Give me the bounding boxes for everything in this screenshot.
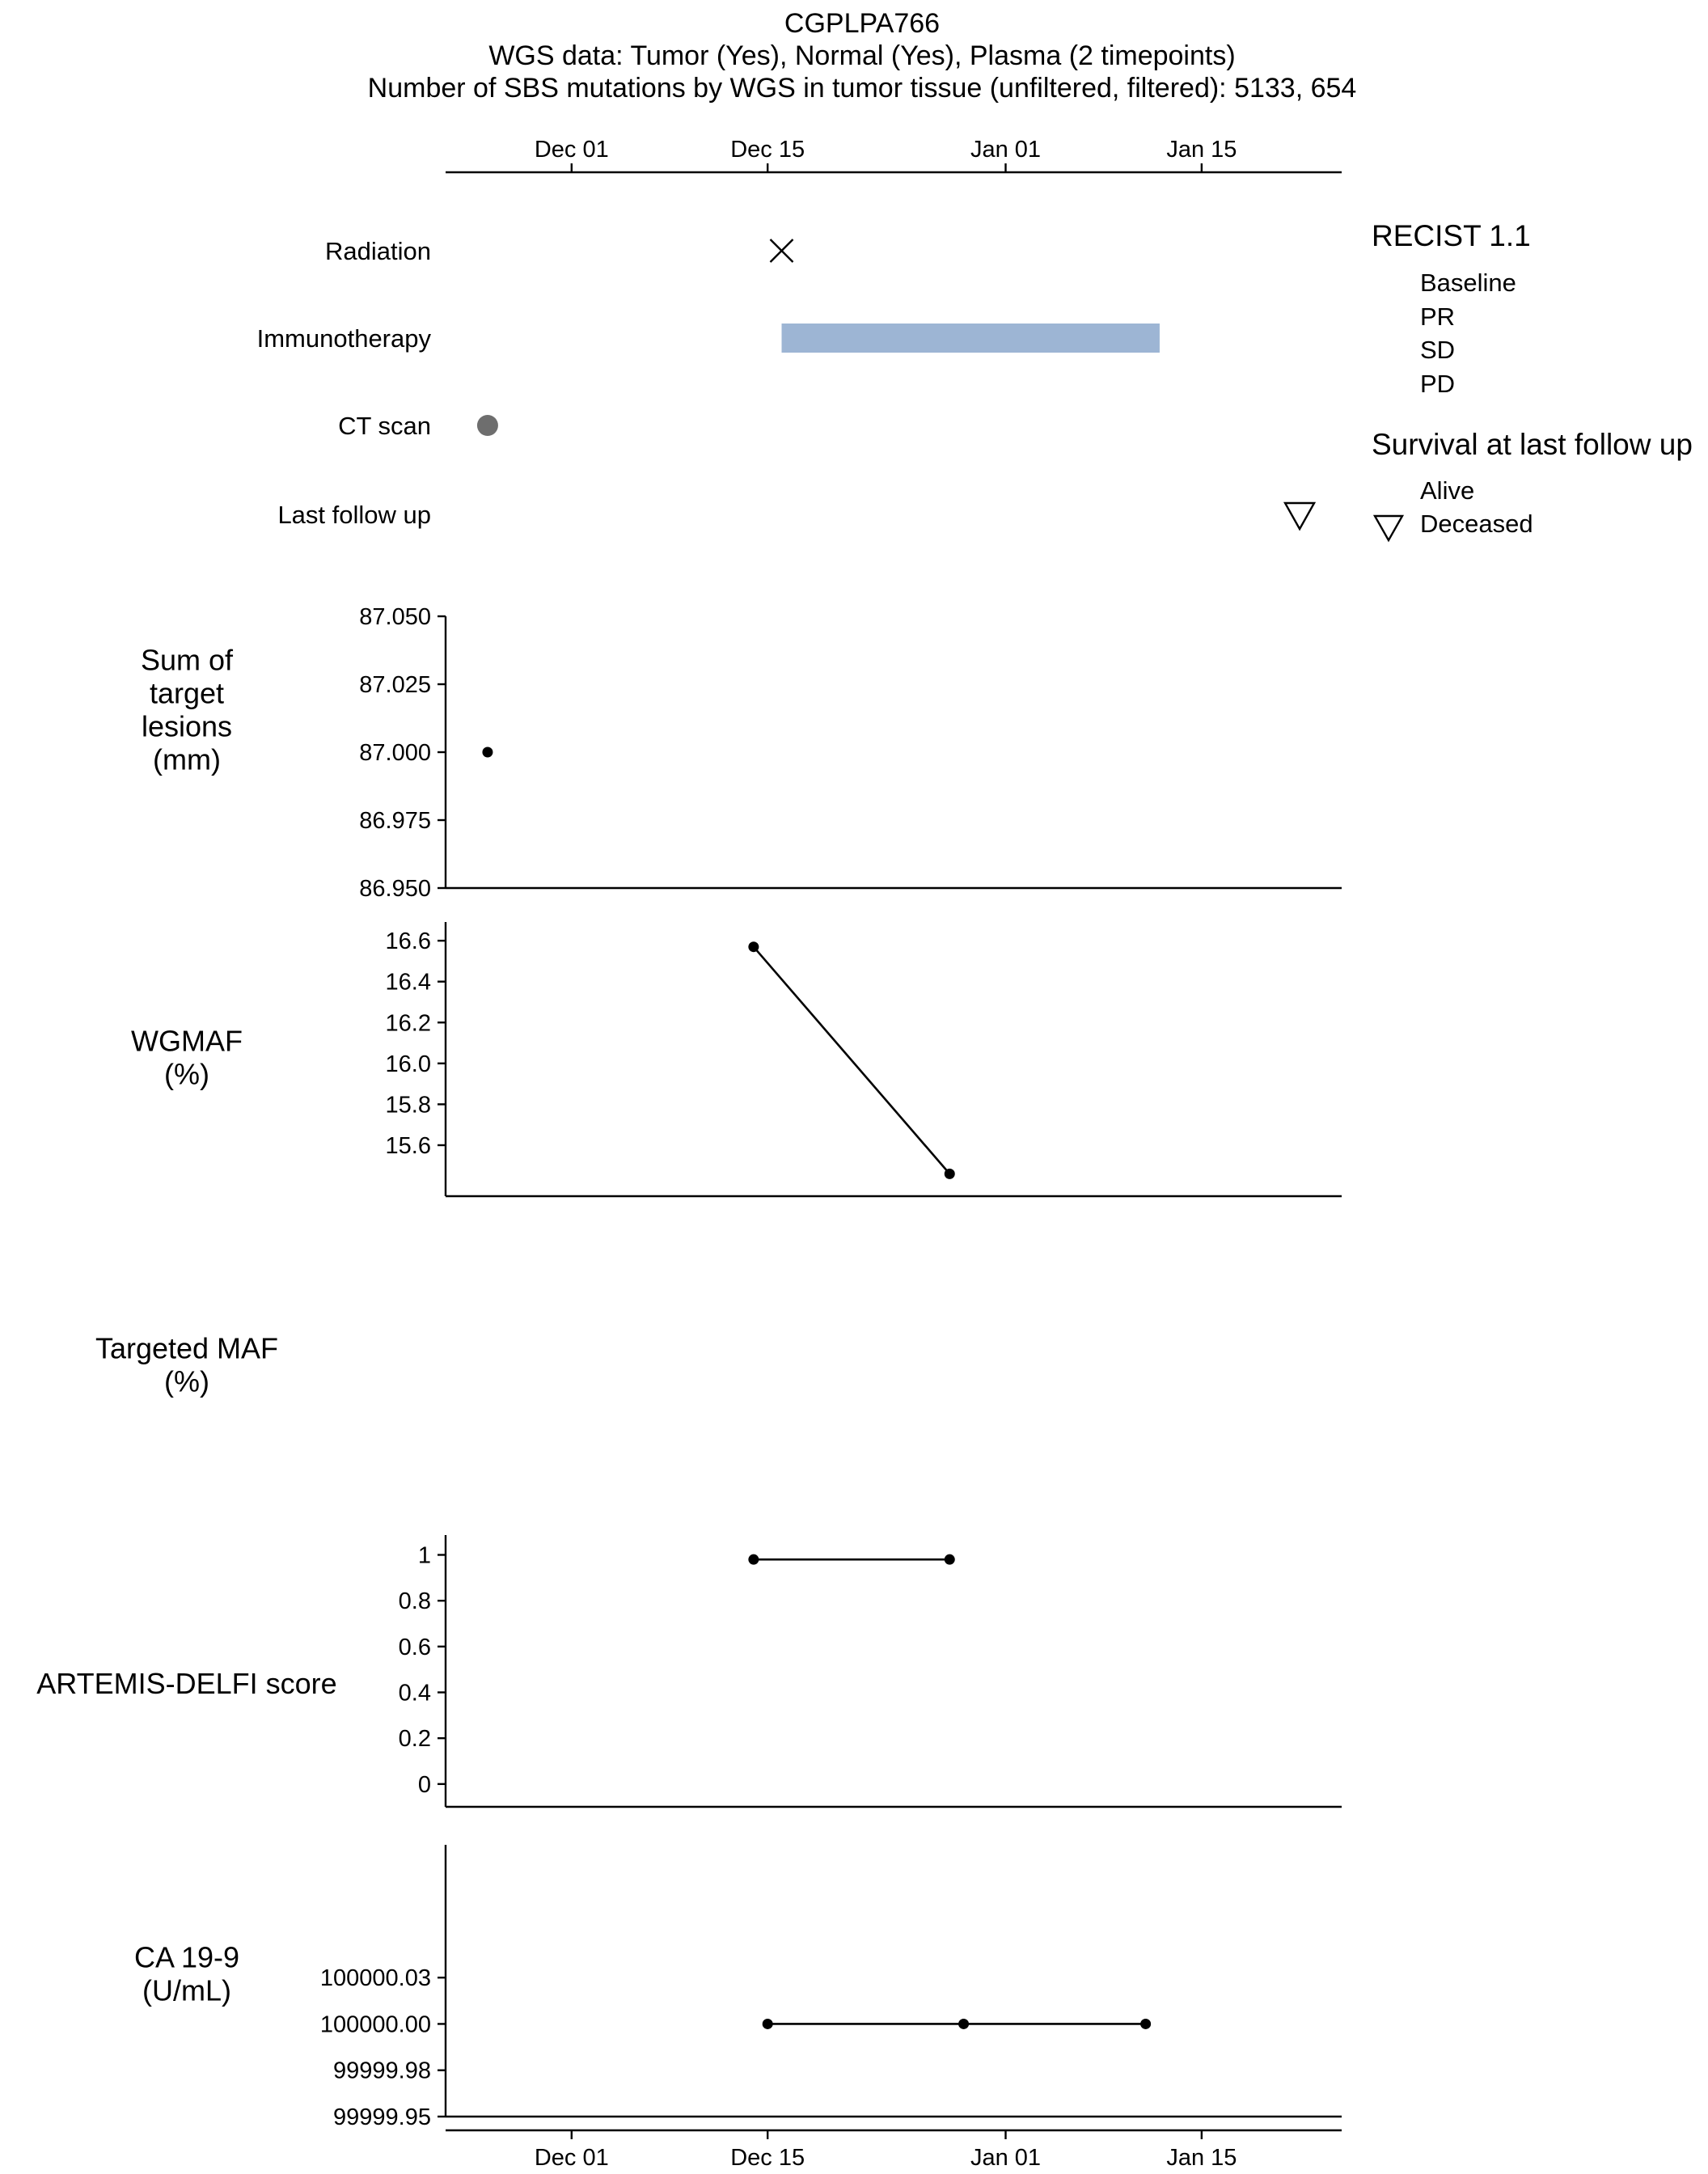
panel-artemis-delfi-ytick-label: 0.4 [398, 1680, 431, 1707]
legend-item-sd: SD [1420, 336, 1456, 364]
top-axis-tick-label: Dec 15 [730, 137, 805, 163]
timeline-row-label-radiation: Radiation [325, 237, 431, 265]
panel-artemis-delfi-ytick-label: 0.8 [398, 1588, 431, 1615]
panel-artemis-delfi-ytick-label: 0 [417, 1771, 431, 1798]
figure-title: CGPLPA766 [784, 8, 941, 39]
legend-recist-title: RECIST 1.1 [1372, 219, 1531, 252]
legend-item-pr: PR [1420, 302, 1456, 331]
panel-wgmaf-data-point [748, 941, 759, 952]
top-axis-tick-label: Jan 01 [970, 137, 1042, 163]
timeline-row-label-immunotherapy: Immunotherapy [256, 324, 431, 353]
ct-scan-marker [477, 415, 498, 436]
panel-ca199-ytick-label: 99999.95 [333, 2104, 431, 2130]
immunotherapy-bar [782, 324, 1160, 353]
panel-sum-lesions-ytick-label: 87.025 [359, 672, 431, 698]
panel-artemis-delfi-data-point [945, 1554, 955, 1565]
panel-sum-lesions-ylabel: (mm) [153, 742, 221, 776]
panel-sum-lesions-data-point [482, 747, 493, 758]
bottom-axis-tick-label: Dec 01 [534, 2145, 609, 2171]
panel-artemis-delfi-ytick-label: 1 [417, 1542, 431, 1569]
top-axis-tick-label: Dec 01 [534, 137, 609, 163]
panel-wgmaf-ytick-label: 16.2 [385, 1010, 431, 1037]
panel-wgmaf-ytick-label: 16.0 [385, 1051, 431, 1077]
panel-sum-lesions-ylabel: lesions [141, 709, 233, 743]
panel-artemis-delfi-ytick-label: 0.6 [398, 1634, 431, 1660]
panel-ca199-ytick-label: 100000.03 [319, 1965, 431, 1992]
panel-ca199-ytick-label: 99999.98 [333, 2058, 431, 2084]
panel-wgmaf-ytick-label: 16.6 [385, 928, 431, 955]
panel-ca199-data-point [1140, 2019, 1151, 2029]
panel-wgmaf-ytick-label: 16.4 [385, 969, 431, 996]
figure-subtitle-1: WGS data: Tumor (Yes), Normal (Yes), Plasma (2 timepoints) [488, 40, 1236, 71]
panel-wgmaf-data-point [945, 1169, 955, 1179]
panel-sum-lesions-ytick-label: 87.000 [359, 740, 431, 766]
panel-artemis-delfi-ylabel: ARTEMIS-DELFI score [36, 1667, 337, 1700]
figure-subtitle-2: Number of SBS mutations by WGS in tumor tissue (unfiltered, filtered): 5133, 654 [367, 73, 1357, 104]
panel-artemis-delfi-data-point [748, 1554, 759, 1565]
panel-wgmaf-ylabel: (%) [164, 1057, 209, 1091]
legend-survival-title: Survival at last follow up [1372, 428, 1693, 461]
panel-sum-lesions-ytick-label: 86.950 [359, 876, 431, 902]
panel-wgmaf-ytick-label: 15.6 [385, 1132, 431, 1159]
panel-wgmaf-ylabel: WGMAF [131, 1024, 243, 1058]
panel-ca199-data-point [958, 2019, 969, 2029]
panel-ca199-ylabel: (U/mL) [142, 1973, 231, 2007]
panel-ca199-data-point [763, 2019, 773, 2029]
legend-item-alive: Alive [1420, 476, 1475, 505]
legend-item-baseline: Baseline [1420, 269, 1516, 297]
panel-sum-lesions-ytick-label: 87.050 [359, 604, 431, 630]
panel-ca199-ylabel: CA 19-9 [133, 1940, 240, 1974]
panel-sum-lesions-ylabel: Sum of [140, 643, 234, 677]
panel-artemis-delfi-ytick-label: 0.2 [398, 1726, 431, 1753]
legend-item-deceased: Deceased [1420, 510, 1533, 538]
panel-sum-lesions-ylabel: target [149, 676, 225, 710]
timeline-row-label-ct-scan: CT scan [338, 412, 431, 440]
panel-targeted-maf-ylabel: Targeted MAF [95, 1331, 279, 1365]
panel-sum-lesions-ytick-label: 86.975 [359, 808, 431, 834]
top-axis-tick-label: Jan 15 [1166, 137, 1237, 163]
timeline-row-label-last-follow-up: Last follow up [277, 501, 431, 529]
bottom-axis-tick-label: Dec 15 [730, 2145, 805, 2171]
panel-targeted-maf-ylabel: (%) [164, 1364, 209, 1398]
panel-wgmaf-ytick-label: 15.8 [385, 1092, 431, 1119]
panel-ca199-ytick-label: 100000.00 [319, 2011, 431, 2038]
bottom-axis-tick-label: Jan 15 [1166, 2145, 1237, 2171]
bottom-axis-tick-label: Jan 01 [970, 2145, 1042, 2171]
legend-item-pd: PD [1420, 370, 1456, 398]
